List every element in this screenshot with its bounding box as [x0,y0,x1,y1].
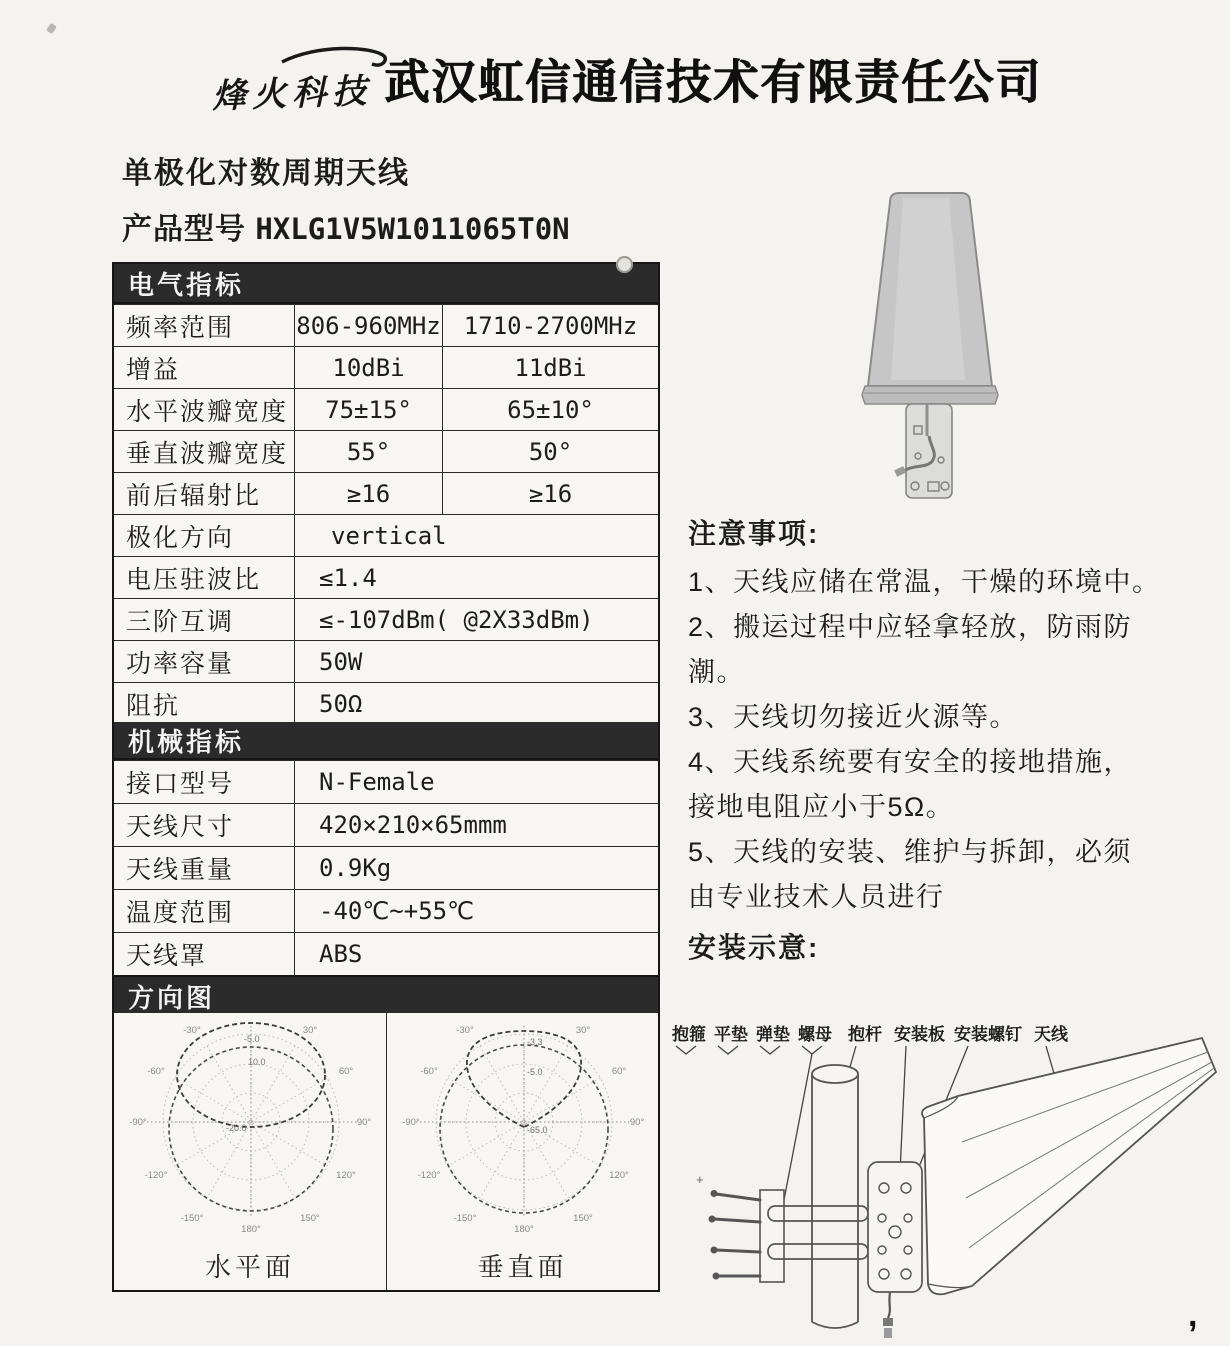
company-logo [211,40,392,116]
row-value: vertical [294,515,658,556]
row-value-1: 75±15° [294,389,442,430]
pole [812,1065,858,1328]
table-row [114,556,658,598]
row-label: 增益 [126,355,181,384]
angle-label: 120° [336,1170,356,1181]
angle-label: 30° [302,1025,318,1036]
antenna-body [922,1038,1216,1294]
row-value-1: 55° [294,431,442,472]
angle-label: -120° [144,1170,168,1181]
part-label-nut: 螺母 [798,1025,832,1044]
installation-diagram [662,1022,1228,1344]
notes-section [688,512,1222,966]
mounting-bracket-plate [906,404,952,498]
table-row [114,388,658,430]
row-value-1: ≥16 [294,473,442,514]
antenna-cable [883,1292,893,1338]
mechanical-section-bar [114,722,658,760]
part-label-pole: 抱杆 [848,1025,882,1044]
install-part-labels [671,1024,1069,1044]
row-value-2: 50° [442,431,658,472]
angle-label: -150° [453,1213,477,1224]
row-label: 温度范围 [126,899,235,927]
scan-speck [46,23,57,34]
angle-label: -60° [147,1066,165,1077]
table-row [114,846,658,889]
note-line: 3、天线切勿接近火源等。 [688,702,1019,732]
angle-label: -150° [180,1213,204,1224]
clamp-assembly [696,1172,868,1282]
pattern-charts-box [112,1013,660,1292]
company-name: 武汉虹信通信技术有限责任公司 [384,55,1043,110]
table-row [114,760,658,803]
row-label: 三阶互调 [126,607,235,636]
row-label: 天线重量 [126,856,235,884]
angle-label: 60° [338,1066,354,1077]
angle-label: 150° [573,1213,593,1224]
note-line: 接地电阻应小于5Ω。 [688,792,955,822]
row-value-2: ≥16 [442,473,658,514]
part-label-clamp: 抱箍 [672,1025,706,1044]
angle-label: 150° [300,1213,320,1224]
angle-label: 120° [609,1170,629,1181]
row-value: ABS [294,933,658,975]
model-label: 产品型号 [122,213,246,246]
row-value: N-Female [294,761,658,803]
table-row [114,803,658,846]
table-row [114,889,658,932]
row-value-2: 65±10° [442,389,658,430]
antenna-product-drawing [845,190,1015,510]
row-label: 水平波瓣宽度 [126,397,289,426]
radial-label: -65.0 [527,1125,548,1135]
radome-skirt [862,386,998,404]
angle-label: -30° [183,1025,201,1036]
row-value: -40℃~+55℃ [294,890,658,932]
note-line: 潮。 [688,657,745,687]
note-line: 1、天线应储在常温，干燥的环境中。 [688,567,1161,597]
radial-label: -20.0 [226,1123,247,1133]
table-row [114,304,658,346]
table-row [114,514,658,556]
part-label-mounting-plate: 安装板 [894,1025,945,1044]
table-row [114,640,658,682]
angle-label: 30° [575,1025,591,1036]
row-value: 50Ω [294,683,658,724]
part-label-mounting-screw: 安装螺钉 [954,1025,1022,1044]
polar-axes [143,1026,359,1218]
radial-label: -5.0 [527,1067,543,1077]
angle-label: 180° [241,1224,261,1235]
horizontal-polar-chart [126,1017,376,1245]
pattern-section-bar [114,977,658,1015]
pattern-section [112,975,660,1015]
note-line: 5、天线的安装、维护与拆卸，必须 [688,837,1133,867]
angle-label: -90° [129,1117,147,1128]
row-label: 接口型号 [126,770,235,798]
row-value-2: 1710-2700MHz [442,305,658,346]
row-label: 前后辐射比 [126,481,262,510]
row-label: 电压驻波比 [126,565,262,594]
row-label: 天线尺寸 [126,813,235,841]
polar-axes [416,1026,632,1218]
model-line [122,204,570,248]
table-row [114,932,658,975]
electrical-section-bar [114,264,658,304]
mounting-plate [868,1162,922,1292]
table-row [114,598,658,640]
logo-script-text: 烽火科技 [211,72,373,116]
vertical-polar-chart [399,1017,649,1245]
table-row [114,346,658,388]
horizontal-plane-caption: 水平面 [204,1252,295,1282]
row-value: ≤1.4 [294,557,658,598]
horizontal-pattern-cell [114,1013,386,1290]
row-value: 420×210×65mmm [294,804,658,846]
angle-label: -120° [417,1170,441,1181]
radial-label: 10.0 [248,1057,266,1067]
cable-connector [894,466,906,477]
model-code: HXLG1V5W1011065T0N [255,212,570,246]
angle-label: 180° [514,1224,534,1235]
plus-mark: + [696,1172,704,1187]
angle-label: -90° [402,1117,420,1128]
vertical-plane-caption: 垂直面 [477,1252,568,1282]
part-label-spring-washer: 弹垫 [756,1025,790,1044]
mechanical-spec-table [112,722,660,977]
note-line: 2、搬运过程中应轻拿轻放，防雨防 [688,612,1133,642]
note-line: 由专业技术人员进行 [688,882,945,912]
angle-label: -60° [420,1066,438,1077]
note-line: 4、天线系统要有安全的接地措施， [688,747,1133,777]
radial-scale-labels [527,1037,548,1135]
row-value: ≤-107dBm( @2X33dBm) [294,599,658,640]
mechanical-section-title: 机械指标 [128,726,245,757]
row-label: 极化方向 [126,523,235,552]
installation-drawing [662,1022,1228,1344]
row-label: 天线罩 [126,942,208,970]
electrical-section-title: 电气指标 [128,269,245,300]
radial-label: -5.0 [244,1034,260,1044]
angle-label: 90° [356,1117,372,1128]
antenna-product-image [845,190,1015,510]
table-row [114,430,658,472]
part-label-flat-washer: 平垫 [714,1025,748,1044]
install-title: 安装示意: [688,932,820,963]
row-value-1: 10dBi [294,347,442,388]
angle-label: -30° [456,1025,474,1036]
row-value: 50W [294,641,658,682]
angle-label: 60° [611,1066,627,1077]
vertical-pattern-cell [386,1013,658,1290]
pattern-section-title: 方向图 [128,982,216,1013]
row-value-2: 11dBi [442,347,658,388]
table-row [114,472,658,514]
row-value-1: 806-960MHz [294,305,442,346]
radial-label: -3.3 [527,1037,543,1047]
row-label: 功率容量 [126,649,235,678]
angle-label: 90° [629,1117,645,1128]
scan-mark: , [1188,1296,1198,1334]
row-label: 垂直波瓣宽度 [126,439,289,468]
table-row [114,682,658,724]
punch-hole-mark [616,256,633,273]
electrical-spec-table [112,262,660,726]
product-title: 单极化对数周期天线 [122,157,410,190]
row-label: 频率范围 [126,313,235,342]
row-label: 阻抗 [126,691,181,720]
row-value: 0.9Kg [294,847,658,889]
notes-title: 注意事项: [688,518,820,549]
part-label-antenna: 天线 [1034,1025,1068,1044]
